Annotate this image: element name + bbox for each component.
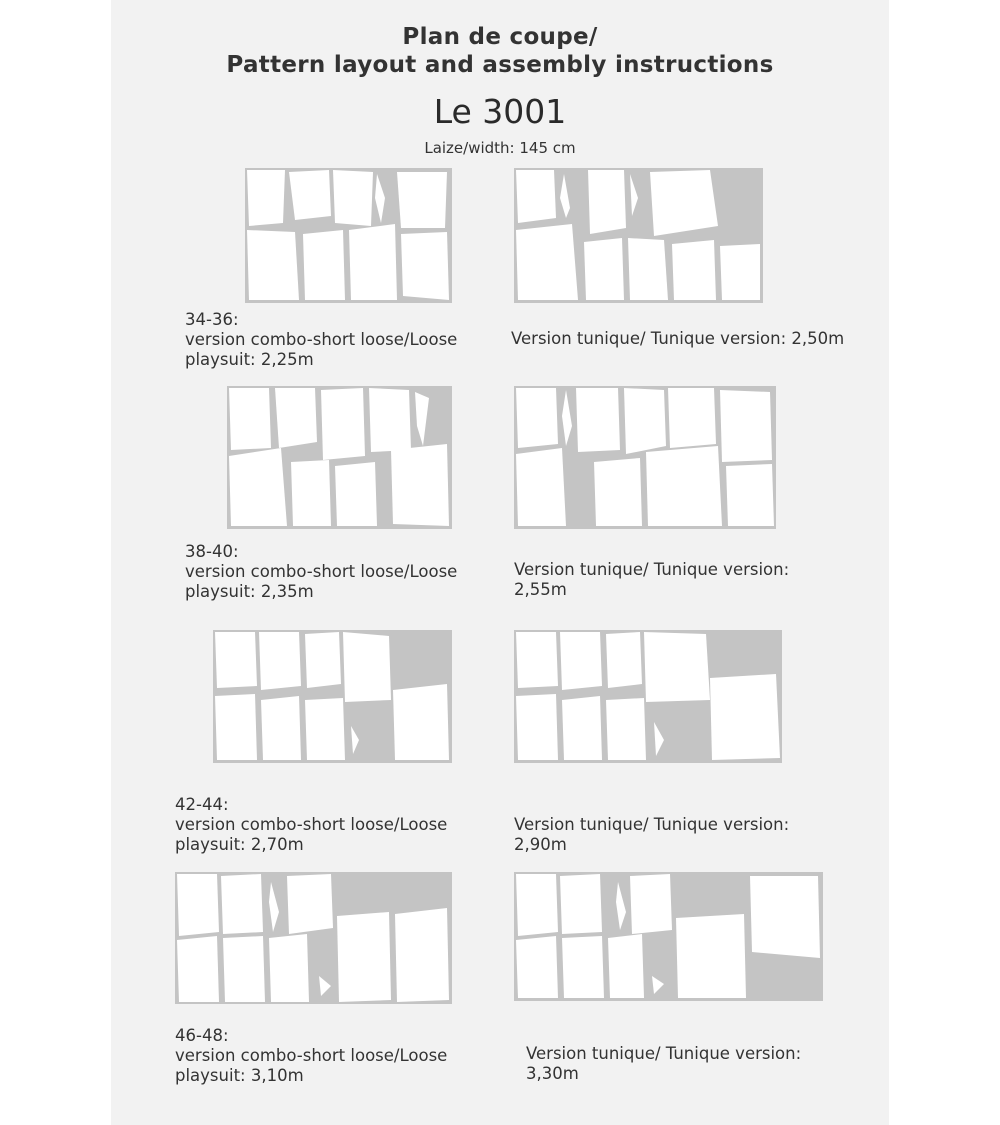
layout-42-44-playsuit: [213, 630, 452, 763]
caption-34-36-playsuit: [185, 310, 457, 370]
caption-line: 2,55m: [514, 580, 567, 599]
caption-line: playsuit: 2,25m: [185, 350, 314, 369]
caption-line: 3,30m: [526, 1064, 579, 1083]
caption-38-40-tunique: [514, 560, 789, 600]
caption-line: playsuit: 2,35m: [185, 582, 314, 601]
layout-38-40-tunique: [514, 386, 776, 529]
layout-46-48-playsuit: [175, 872, 452, 1004]
title-line-1: Plan de coupe/: [402, 24, 598, 50]
pattern-pieces: [514, 872, 823, 1001]
caption-line: version combo-short loose/Loose: [175, 1046, 448, 1065]
caption-line: Version tunique/ Tunique version: 2,50m: [511, 329, 845, 348]
caption-line: 42-44:: [175, 795, 229, 814]
title-line-2: Pattern layout and assembly instructions: [226, 52, 774, 78]
caption-line: version combo-short loose/Loose: [185, 562, 458, 581]
caption-line: playsuit: 2,70m: [175, 835, 304, 854]
fabric-width: Laize/width: 145 cm: [424, 139, 576, 157]
layout-42-44-tunique: [514, 630, 782, 763]
caption-42-44-tunique: [514, 815, 789, 855]
caption-line: version combo-short loose/Loose: [175, 815, 448, 834]
layout-38-40-playsuit: [227, 386, 452, 529]
caption-46-48-tunique: [526, 1044, 801, 1084]
caption-46-48-playsuit: [175, 1026, 447, 1086]
caption-line: 38-40:: [185, 542, 239, 561]
caption-34-36-tunique: [511, 329, 844, 349]
caption-line: 46-48:: [175, 1026, 229, 1045]
caption-line: Version tunique/ Tunique version:: [514, 815, 790, 834]
pattern-pieces: [514, 630, 782, 763]
layout-34-36-tunique: [514, 168, 763, 303]
caption-line: version combo-short loose/Loose: [185, 330, 458, 349]
caption-line: 2,90m: [514, 835, 567, 854]
pattern-pieces: [213, 630, 452, 763]
pattern-pieces: [245, 168, 452, 303]
caption-line: 34-36:: [185, 310, 239, 329]
layout-46-48-tunique: [514, 872, 823, 1001]
caption-line: Version tunique/ Tunique version:: [514, 560, 790, 579]
model-name: Le 3001: [433, 92, 567, 131]
layout-34-36-playsuit: [245, 168, 452, 303]
caption-38-40-playsuit: [185, 542, 457, 602]
pattern-pieces: [227, 386, 452, 529]
pattern-pieces: [175, 872, 452, 1004]
pattern-pieces: [514, 168, 763, 303]
pattern-pieces: [514, 386, 776, 529]
caption-42-44-playsuit: [175, 795, 447, 855]
caption-line: Version tunique/ Tunique version:: [526, 1044, 802, 1063]
caption-line: playsuit: 3,10m: [175, 1066, 304, 1085]
